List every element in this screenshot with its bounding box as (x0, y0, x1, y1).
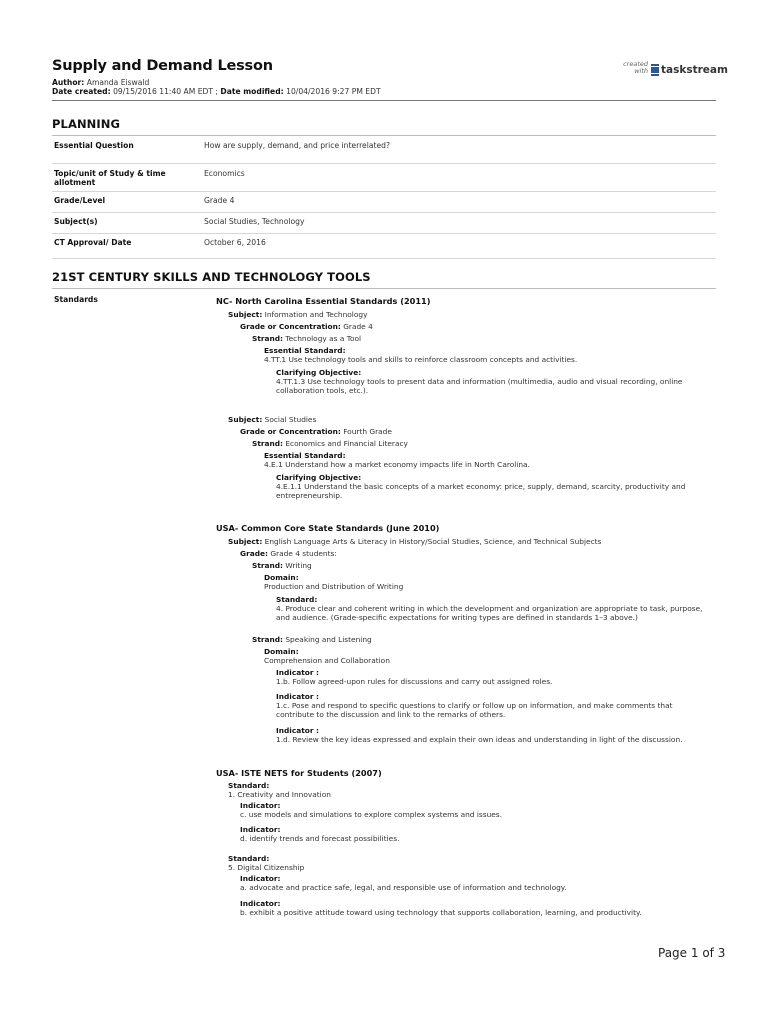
iste-standard-label-1: Standard: (228, 781, 270, 790)
iste-indicator-label-3: Indicator: (240, 874, 281, 883)
nc-objective-1a: 4.TT.1.3 Use technology tools to present data and information (multimedia, audio and visual recording, online (276, 377, 683, 386)
planning-label: Essential Question (54, 141, 134, 150)
planning-label: Grade/Level (54, 196, 106, 205)
planning-row (52, 164, 716, 192)
author-label: Author: (52, 78, 85, 87)
planning-label: CT Approval/ Date (54, 238, 132, 247)
planning-value: October 6, 2016 (204, 238, 266, 247)
ccss-strand-2: Strand: Speaking and Listening (252, 635, 372, 644)
standards-label: Standards (54, 295, 98, 304)
ccss-domain-label-1: Domain: (264, 573, 299, 582)
lesson-title: Supply and Demand Lesson (52, 58, 273, 74)
ccss-grade: Grade: Grade 4 students: (240, 549, 337, 558)
planning-value: Economics (204, 169, 245, 178)
date-created-label: Date created: (52, 87, 111, 96)
planning-rule (52, 135, 716, 136)
ccss-indicator-2a: 1.c. Pose and respond to specific questions to clarify or follow up on information, and make comments that (276, 701, 673, 710)
iste-indicator-label-1: Indicator: (240, 801, 281, 810)
ccss-indicator-label-1: Indicator : (276, 668, 319, 677)
nc-objective-label-1: Clarifying Objective: (276, 368, 362, 377)
author-line (52, 78, 149, 87)
nc-essential-label-1: Essential Standard: (264, 346, 346, 355)
taskstream-logo (622, 60, 728, 81)
nc-essential-2: 4.E.1 Understand how a market economy impacts life in North Carolina. (264, 460, 530, 469)
iste-indicator-3: a. advocate and practice safe, legal, and responsible use of information and technology. (240, 883, 567, 892)
skills-rule (52, 288, 716, 289)
ccss-indicator-2b: contribute to the discussion and link to the remarks of others. (276, 710, 506, 719)
skills-heading: 21ST CENTURY SKILLS AND TECHNOLOGY TOOLS (52, 270, 371, 284)
nc-objective-label-2: Clarifying Objective: (276, 473, 362, 482)
nc-strand-1: Strand: Technology as a Tool (252, 334, 362, 343)
ccss-indicator-1: 1.b. Follow agreed-upon rules for discussions and carry out assigned roles. (276, 677, 553, 686)
nc-grade-2: Grade or Concentration: Fourth Grade (240, 427, 392, 436)
ccss-standard-a: 4. Produce clear and coherent writing in which the development and organization are appropriate to task, purpose, (276, 604, 703, 613)
ccss-indicator-label-2: Indicator : (276, 692, 319, 701)
date-created: 09/15/2016 11:40 AM EDT (113, 87, 213, 96)
planning-heading: PLANNING (52, 117, 121, 131)
planning-row (52, 137, 716, 164)
nc-subject-1: Subject: Information and Technology (228, 310, 368, 319)
nc-standards-title: NC- North Carolina Essential Standards (2011) (216, 296, 431, 306)
ccss-standard-label: Standard: (276, 595, 318, 604)
nc-essential-label-2: Essential Standard: (264, 451, 346, 460)
iste-indicator-label-2: Indicator: (240, 825, 281, 834)
date-modified-label: Date modified: (220, 87, 284, 96)
iste-indicator-4: b. exhibit a positive attitude toward using technology that supports collaboration, learning, and productivity. (240, 908, 642, 917)
iste-title: USA- ISTE NETS for Students (2007) (216, 768, 382, 778)
nc-objective-2b: entrepreneurship. (276, 491, 343, 500)
iste-standard-label-2: Standard: (228, 854, 270, 863)
ccss-indicator-3: 1.d. Review the key ideas expressed and explain their own ideas and understanding in light of the discussion. (276, 735, 683, 744)
planning-row (52, 192, 716, 213)
planning-row (52, 234, 716, 259)
planning-label: Topic/unit of Study & time allotment (54, 169, 166, 187)
date-modified: 10/04/2016 9:27 PM EDT (286, 87, 381, 96)
nc-objective-1b: collaboration tools, etc.). (276, 386, 369, 395)
planning-table (52, 137, 716, 259)
ccss-domain-label-2: Domain: (264, 647, 299, 656)
nc-subject-2: Subject: Social Studies (228, 415, 317, 424)
created-with-text: created with (623, 60, 648, 75)
planning-label: Subject(s) (54, 217, 98, 226)
iste-indicator-1: c. use models and simulations to explore complex systems and issues. (240, 810, 503, 819)
brand-name: taskstream (661, 64, 728, 76)
planning-value: Social Studies, Technology (204, 217, 305, 226)
nc-strand-2: Strand: Economics and Financial Literacy (252, 439, 408, 448)
iste-indicator-label-4: Indicator: (240, 899, 281, 908)
nc-grade-1: Grade or Concentration: Grade 4 (240, 322, 373, 331)
header-divider (52, 100, 716, 101)
page-number: Page 1 of 3 (658, 946, 726, 960)
author-name: Amanda Eiswald (86, 78, 150, 87)
date-separator: ; (215, 87, 218, 96)
planning-value: How are supply, demand, and price interrelated? (204, 141, 390, 150)
planning-value: Grade 4 (204, 196, 235, 205)
ccss-domain-2: Comprehension and Collaboration (264, 656, 390, 665)
dates-line (52, 87, 381, 96)
ccss-domain-1: Production and Distribution of Writing (264, 582, 404, 591)
ccss-strand-1: Strand: Writing (252, 561, 312, 570)
iste-standard-2: 5. Digital Citizenship (228, 863, 305, 872)
nc-essential-1: 4.TT.1 Use technology tools and skills to reinforce classroom concepts and activities. (264, 355, 578, 364)
nc-objective-2a: 4.E.1.1 Understand the basic concepts of a market economy: price, supply, demand, scarcity, productivity and (276, 482, 686, 491)
ccss-standard-b: and audience. (Grade-specific expectations for writing types are defined in standards 1–3 above.) (276, 613, 638, 622)
iste-standard-1: 1. Creativity and Innovation (228, 790, 331, 799)
ccss-indicator-label-3: Indicator : (276, 726, 319, 735)
ccss-subject: Subject: English Language Arts & Literacy in History/Social Studies, Science, and Technical Subjects (228, 537, 602, 546)
iste-indicator-2: d. identify trends and forecast possibilities. (240, 834, 400, 843)
ccss-title: USA- Common Core State Standards (June 2010) (216, 523, 440, 533)
taskstream-logo-icon (651, 64, 659, 76)
planning-row (52, 213, 716, 234)
